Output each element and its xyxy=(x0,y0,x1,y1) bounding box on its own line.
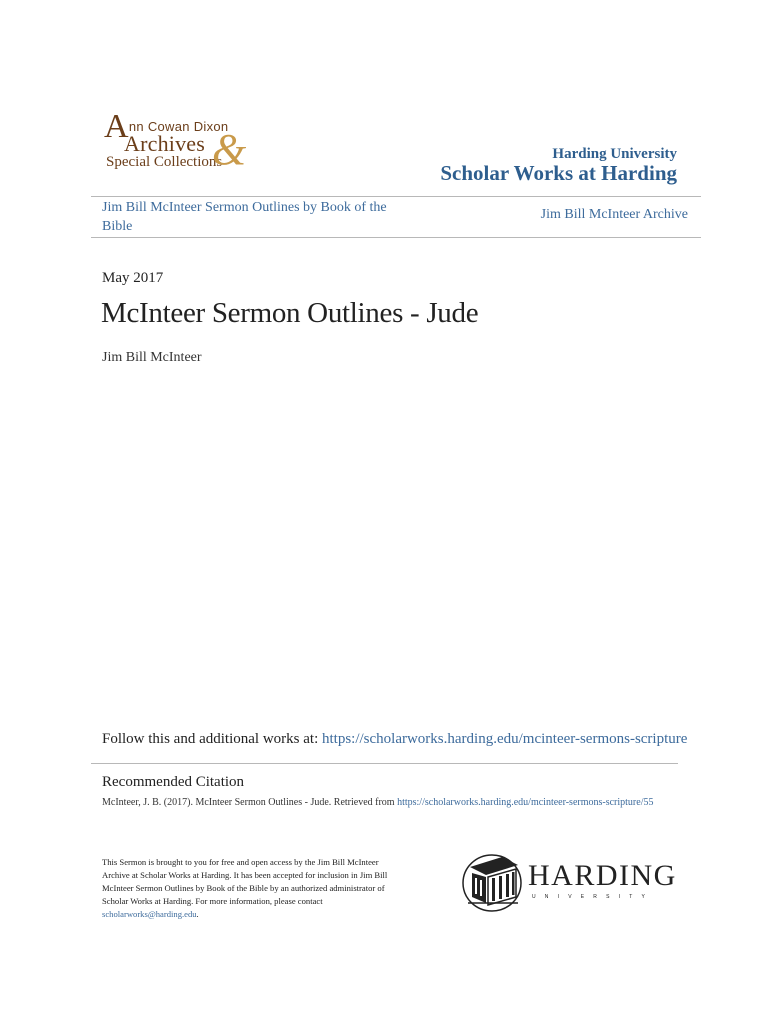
citation-rule xyxy=(91,763,678,764)
archive-link[interactable]: Jim Bill McInteer Archive xyxy=(540,207,688,222)
follow-link[interactable]: https://scholarworks.harding.edu/mcinteer-sermons-scripture xyxy=(321,731,688,747)
building-icon xyxy=(462,853,524,913)
access-note-end: . xyxy=(196,909,199,919)
archives-logo-initial: A xyxy=(104,108,129,145)
university-name: Harding University xyxy=(552,146,677,162)
repository-name[interactable]: Scholar Works at Harding xyxy=(440,161,677,185)
contact-email-link[interactable]: scholarworks@harding.edu xyxy=(102,909,197,919)
author-name: Jim Bill McInteer xyxy=(102,350,202,365)
document-title: McInteer Sermon Outlines - Jude xyxy=(101,297,479,329)
header-rule-top xyxy=(91,196,701,197)
access-note-text: This Sermon is brought to you for free and open access by the Jim Bill McInteer Archive at Scholar Works at Harding. It has been accepted for inclusion in Jim Bill McInteer Sermon Outlines by Book of the Bible by an authorized administrator of Scholar Works at Harding. For more information, please contact xyxy=(102,857,388,906)
access-note xyxy=(102,856,392,921)
citation-text xyxy=(102,796,662,809)
harding-subtitle: UNIVERSITY xyxy=(532,894,655,900)
archives-logo-line3: Special Collections xyxy=(106,154,223,170)
header-rule-bottom xyxy=(91,237,701,238)
harding-wordmark: HARDING xyxy=(528,859,677,892)
harding-university-logo xyxy=(462,853,677,913)
archives-logo-ampersand: & xyxy=(212,125,247,174)
archives-logo-name: nn Cowan Dixon xyxy=(128,119,229,134)
series-link[interactable]: Jim Bill McInteer Sermon Outlines by Book of the Bible xyxy=(102,200,387,234)
citation-link[interactable]: https://scholarworks.harding.edu/mcinteer-sermons-scripture/55 xyxy=(397,797,654,808)
follow-label: Follow this and additional works at: xyxy=(102,731,319,747)
archives-logo xyxy=(104,108,254,178)
follow-line xyxy=(102,731,687,748)
publication-date: May 2017 xyxy=(102,270,164,286)
citation-heading: Recommended Citation xyxy=(102,774,245,790)
citation-body: McInteer, J. B. (2017). McInteer Sermon Outlines - Jude. Retrieved from xyxy=(102,797,395,808)
archives-logo-line2: Archives xyxy=(124,131,206,156)
